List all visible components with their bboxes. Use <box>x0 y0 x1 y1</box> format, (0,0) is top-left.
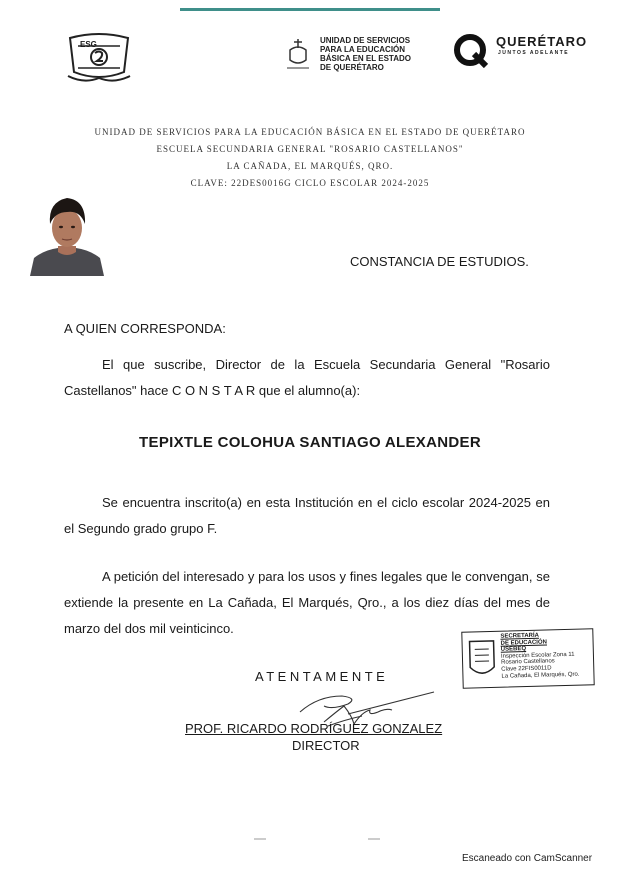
signer-role: DIRECTOR <box>292 738 360 753</box>
header-accent-line <box>180 8 440 11</box>
stamp-emblem <box>466 637 497 682</box>
usebeq-emblem <box>284 36 312 74</box>
school-logo-label: ESG <box>80 40 97 49</box>
scanner-watermark: Escaneado con CamScanner <box>462 853 593 864</box>
signer-name: PROF. RICARDO RODRÍGUEZ GONZALEZ <box>185 721 443 736</box>
stamp-text <box>500 631 593 680</box>
queretaro-tagline: JUNTOS ADELANTE <box>498 50 570 56</box>
stamp-line-1: SECRETARÍA <box>500 632 540 640</box>
stamp-line-5: Rosario Castellanos <box>501 658 555 667</box>
usebeq-logo-text <box>320 36 430 72</box>
student-name: TEPIXTLE COLOHUA SANTIAGO ALEXANDER <box>139 434 481 451</box>
stamp-line-3: USEBEQ <box>500 646 527 653</box>
official-stamp <box>461 628 594 688</box>
intro-paragraph: El que suscribe, Director de la Escuela Secundaria General "Rosario Castellanos" hace C O N S T A R que el alumno(a): <box>64 357 550 398</box>
document-title: CONSTANCIA DE ESTUDIOS. <box>350 254 529 269</box>
institution-line-3: LA CAÑADA, EL MARQUÉS, QRO. <box>226 161 394 171</box>
queretaro-name: QUERÉTARO <box>496 34 588 49</box>
stamp-line-2: DE EDUCACIÓN <box>500 639 547 647</box>
scan-mark-right <box>368 838 380 840</box>
usebeq-line-3: BÁSICA EN EL ESTADO <box>320 54 411 63</box>
scan-mark-left <box>254 838 266 840</box>
enrollment-paragraph: Se encuentra inscrito(a) en esta Institución en el ciclo escolar 2024-2025 en el Segundo grado grupo F. <box>64 495 550 536</box>
institution-line-4: CLAVE: 22DES0016G CICLO ESCOLAR 2024-2025 <box>190 178 430 188</box>
institution-line-2: ESCUELA SECUNDARIA GENERAL "ROSARIO CASTELLANOS" <box>156 144 464 154</box>
usebeq-line-2: PARA LA EDUCACIÓN <box>320 45 406 54</box>
usebeq-line-1: UNIDAD DE SERVICIOS <box>320 36 411 45</box>
queretaro-q-logo <box>452 32 490 68</box>
institution-line-1: UNIDAD DE SERVICIOS PARA LA EDUCACIÓN BÁSICA EN EL ESTADO DE QUERÉTARO <box>94 127 526 137</box>
stamp-line-7: La Cañada, El Marqués, Qro. <box>501 671 580 680</box>
stamp-line-6: Clave 22FIS0011D <box>501 665 552 673</box>
usebeq-line-4: DE QUERÉTARO <box>320 63 384 72</box>
school-logo <box>64 28 134 84</box>
request-paragraph: A petición del interesado y para los usos y fines legales que le convengan, se extiende la presente en La Cañada, El Marqués, Qro., a los diez días del mes de marzo del dos mil veinticinco. <box>64 569 550 636</box>
closing-text: ATENTAMENTE <box>255 669 389 684</box>
stamp-line-4: Inspección Escolar Zona 11 <box>500 651 575 660</box>
greeting: A QUIEN CORRESPONDA: <box>64 321 226 336</box>
student-photo <box>30 190 104 276</box>
